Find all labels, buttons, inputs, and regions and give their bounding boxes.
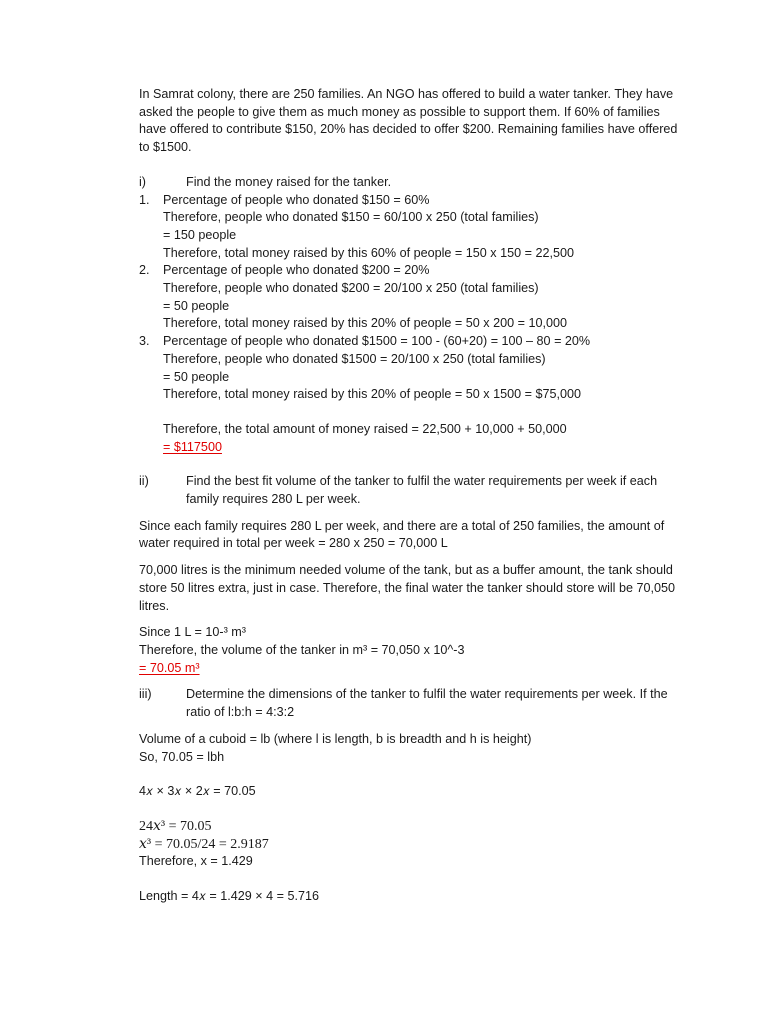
buffer-paragraph: 70,000 litres is the minimum needed volume of the tank, but as a buffer amount, the tank should store 50 litres extra, just in case. Therefore, the final water the tanker should store will be 70,050 litres. (139, 563, 675, 613)
step-3 (139, 333, 684, 351)
document-page (139, 86, 684, 906)
unit-conversion-line: Since 1 L = 10-³ m³ (139, 625, 246, 640)
question-2-text: Find the best fit volume of the tanker to fulfil the water requirements per week if each family requires 280 L per week. (186, 474, 658, 507)
step-3-number: 3. (139, 334, 150, 349)
water-required-paragraph: Since each family requires 280 L per week, and there are a total of 250 families, the amount of water required in total per week = 280 x 250 = 70,000 L (139, 518, 665, 551)
step-1 (139, 192, 684, 210)
question-2-number: ii) (139, 474, 149, 489)
step-1-line-3: Therefore, total money raised by this 60% of people = 150 x 150 = 22,500 (163, 245, 574, 260)
step-1-line-1: Therefore, people who donated $150 = 60/100 x 250 (total families) (163, 210, 539, 225)
step-3-line-1: Therefore, people who donated $1500 = 20/100 x 250 (total families) (163, 351, 546, 366)
step-1-head: Percentage of people who donated $150 = 60% (163, 192, 430, 207)
total-money-answer: = $117500 (163, 439, 222, 454)
cuboid-volume-line: Volume of a cuboid = lb (where l is length, b is breadth and h is height) (139, 731, 532, 746)
question-1-text: Find the money raised for the tanker. (186, 174, 392, 189)
step-2-line-2: = 50 people (163, 298, 230, 313)
length-line: Length = 4𝑥 = 1.429 × 4 = 5.716 (139, 889, 319, 904)
step-1-number: 1. (139, 192, 150, 207)
volume-answer: = 70.05 m³ (139, 660, 200, 675)
question-1-number: i) (139, 174, 146, 189)
step-3-line-2: = 50 people (163, 369, 230, 384)
step-2-head: Percentage of people who donated $200 = 20% (163, 263, 430, 278)
step-2 (139, 262, 684, 280)
intro-paragraph: In Samrat colony, there are 250 families. An NGO has offered to build a water tanker. They have asked the people to give them as much money as possible to support them. If 60% of families have offered to contribute $150, 20% has decided to offer $200. Remaining families have offered to $1500. (139, 87, 678, 155)
question-2 (139, 473, 684, 508)
step-3-head: Percentage of people who donated $1500 = 100 - (60+20) = 100 – 80 = 20% (163, 334, 591, 349)
question-3 (139, 686, 684, 721)
equation-24x-cubed: 24𝑥³ = 70.05 (139, 818, 212, 834)
equation-product: 4𝑥 × 3𝑥 × 2𝑥 = 70.05 (139, 784, 256, 799)
step-2-number: 2. (139, 263, 150, 278)
volume-line: Therefore, the volume of the tanker in m³ = 70,050 x 10^-3 (139, 642, 465, 657)
equation-x-value: Therefore, x = 1.429 (139, 854, 253, 869)
question-3-number: iii) (139, 687, 152, 702)
question-3-text: Determine the dimensions of the tanker to fulfil the water requirements per week. If the ratio of l:b:h = 4:3:2 (186, 687, 668, 720)
total-money-line: Therefore, the total amount of money raised = 22,500 + 10,000 + 50,000 (163, 421, 567, 436)
step-3-line-3: Therefore, total money raised by this 20% of people = 50 x 1500 = $75,000 (163, 387, 581, 402)
equation-lbh: So, 70.05 = lbh (139, 749, 225, 764)
equation-x-cubed: 𝑥³ = 70.05/24 = 2.9187 (139, 836, 269, 852)
step-2-line-1: Therefore, people who donated $200 = 20/100 x 250 (total families) (163, 281, 539, 296)
step-1-line-2: = 150 people (163, 227, 237, 242)
step-2-line-3: Therefore, total money raised by this 20% of people = 50 x 200 = 10,000 (163, 316, 567, 331)
question-1 (139, 174, 684, 192)
